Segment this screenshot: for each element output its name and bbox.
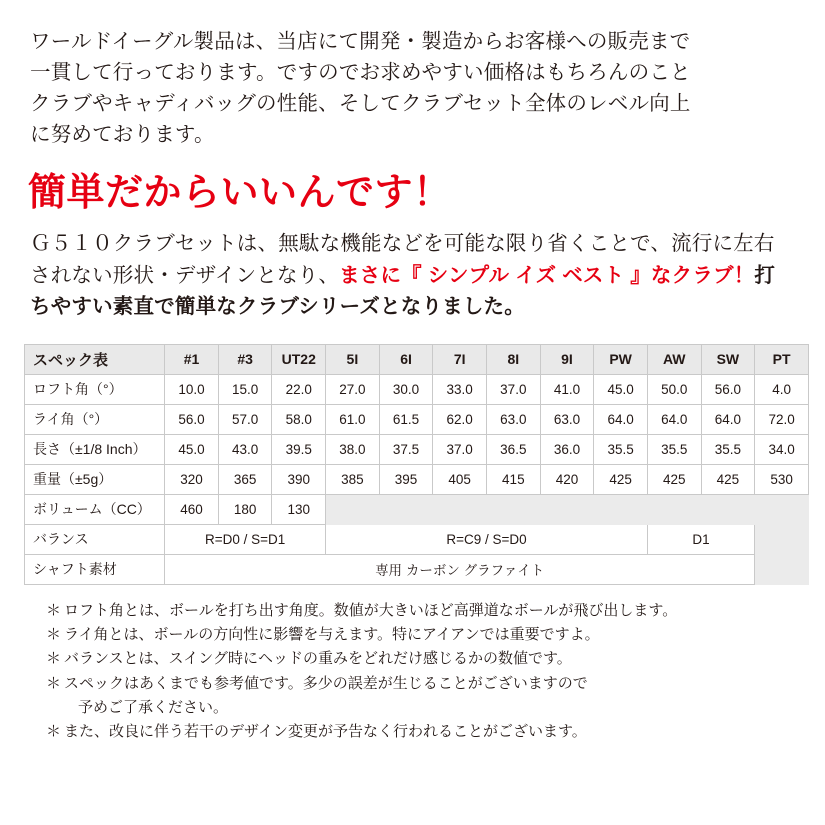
note-text: ライ角とは、ボールの方向性に影響を与えます。特にアイアンでは重要ですよ。 [64,626,600,644]
table-row-label: ボリューム（CC） [25,494,165,524]
table-cell: D1 [647,524,754,554]
table-row-label: ロフト角（°） [25,374,165,404]
table-cell: 56.0 [165,404,219,434]
table-header-cell: PW [594,344,648,374]
table-header-cell: #3 [218,344,272,374]
table-cell: 365 [218,464,272,494]
table-cell: 43.0 [218,434,272,464]
table-cell-empty [701,494,755,524]
table-header-cell: 9I [540,344,594,374]
table-cell: 63.0 [540,404,594,434]
table-cell: R=D0 / S=D1 [165,524,326,554]
table-cell: 58.0 [272,404,326,434]
description-part1: Ｇ５１０クラブセットは、無駄な機能などを可能な限り省くことで、流行に左右されない形状・デザインとなり、 [30,232,775,287]
table-cell: 180 [218,494,272,524]
table-cell: 72.0 [755,404,809,434]
table-cell: 37.0 [487,374,541,404]
table-cell: 390 [272,464,326,494]
table-cell-empty [594,494,648,524]
note-star: ＊ [46,674,62,692]
table-cell-empty [487,494,541,524]
table-header-cell: スペック表 [25,344,165,374]
table-cell: 37.5 [379,434,433,464]
intro-line: クラブやキャディバッグの性能、そしてクラブセット全体のレベル向上 [30,92,691,116]
description-highlight: まさに『 シンプル イズ ベスト 』なクラブ！ [339,263,755,287]
table-row-balance [25,524,809,554]
intro-paragraph [30,26,795,151]
description-part2: 打ちやすい素直で簡単なクラブシリーズとなりました。 [30,263,776,318]
table-cell: 35.5 [701,434,755,464]
table-row [25,374,809,404]
table-cell: 530 [755,464,809,494]
table-header-cell: AW [647,344,701,374]
table-cell: 395 [379,464,433,494]
note-star: ＊ [46,626,62,644]
table-row [25,404,809,434]
table-cell: 35.5 [647,434,701,464]
table-row-label: シャフト素材 [25,554,165,584]
table-cell: 27.0 [326,374,380,404]
table-cell: 460 [165,494,219,524]
table-cell: 425 [647,464,701,494]
table-cell: 64.0 [594,404,648,434]
table-header-cell: 5I [326,344,380,374]
table-cell: 130 [272,494,326,524]
table-row-label: ライ角（°） [25,404,165,434]
table-cell: 45.0 [165,434,219,464]
table-cell-empty [326,494,380,524]
table-cell: 45.0 [594,374,648,404]
table-cell-empty [647,494,701,524]
table-cell: 専用 カーボン グラファイト [165,554,755,584]
table-cell: 425 [701,464,755,494]
table-cell: 22.0 [272,374,326,404]
table-cell: 385 [326,464,380,494]
note-text [64,672,801,721]
table-cell: 4.0 [755,374,809,404]
note-text-line: スペックはあくまでも参考値です。多少の誤差が生じることがございますので [64,674,588,692]
note-item [46,599,801,623]
table-cell: 36.0 [540,434,594,464]
table-row [25,434,809,464]
table-header-cell: 7I [433,344,487,374]
table-header-cell: PT [755,344,809,374]
table-cell-empty [379,494,433,524]
table-cell: 64.0 [701,404,755,434]
table-cell: 62.0 [433,404,487,434]
table-cell: 61.5 [379,404,433,434]
note-star: ＊ [46,601,62,619]
table-cell: 64.0 [647,404,701,434]
table-header-cell: 8I [487,344,541,374]
spec-table-wrapper [24,344,801,585]
intro-line: 一貫して行っております。ですのでお求めやすい価格はもちろんのこと [30,61,691,85]
table-cell-empty [433,494,487,524]
table-cell-empty [755,494,809,524]
table-cell-empty [755,554,809,584]
table-header-row [25,344,809,374]
headline: 簡単だからいいんです！ [28,171,452,214]
table-cell: 41.0 [540,374,594,404]
table-cell: 415 [487,464,541,494]
intro-line: ワールドイーグル製品は、当店にて開発・製造からお客様への販売まで [30,30,691,53]
table-cell: 57.0 [218,404,272,434]
table-row-label: バランス [25,524,165,554]
table-cell-empty [755,524,809,554]
intro-line: に努めております。 [30,123,215,147]
note-star: ＊ [46,723,62,741]
table-cell: 63.0 [487,404,541,434]
table-cell: 425 [594,464,648,494]
table-cell: 33.0 [433,374,487,404]
table-cell: 34.0 [755,434,809,464]
table-header-cell: #1 [165,344,219,374]
table-cell: 35.5 [594,434,648,464]
table-cell: 320 [165,464,219,494]
spec-table [24,344,809,585]
note-item [46,720,801,744]
table-row-shaft [25,554,809,584]
table-cell: 405 [433,464,487,494]
table-header-cell: SW [701,344,755,374]
table-cell: 61.0 [326,404,380,434]
table-cell: 50.0 [647,374,701,404]
note-star: ＊ [46,650,62,668]
table-cell: 38.0 [326,434,380,464]
table-cell: 56.0 [701,374,755,404]
notes-list [46,599,801,745]
table-row-label: 長さ（±1/8 Inch） [25,434,165,464]
table-row-label: 重量（±5g） [25,464,165,494]
table-cell-empty [540,494,594,524]
note-item [46,647,801,671]
note-item [46,623,801,647]
table-row [25,494,809,524]
note-text-continuation: 予めご了承ください。 [78,699,229,717]
note-text: バランスとは、スイング時にヘッドの重みをどれだけ感じるかの数値です。 [64,650,572,668]
note-item [46,672,801,721]
table-header-cell: 6I [379,344,433,374]
note-text: また、改良に伴う若干のデザイン変更が予告なく行われることがございます。 [64,723,587,741]
table-row [25,464,809,494]
description-paragraph [30,228,795,321]
table-cell: 37.0 [433,434,487,464]
note-text: ロフト角とは、ボールを打ち出す角度。数値が大きいほど高弾道なボールが飛び出します。 [64,601,678,619]
table-cell: 30.0 [379,374,433,404]
table-cell: 15.0 [218,374,272,404]
table-cell: 36.5 [487,434,541,464]
table-cell: 39.5 [272,434,326,464]
table-cell: 10.0 [165,374,219,404]
table-cell: R=C9 / S=D0 [326,524,648,554]
table-header-cell: UT22 [272,344,326,374]
table-cell: 420 [540,464,594,494]
